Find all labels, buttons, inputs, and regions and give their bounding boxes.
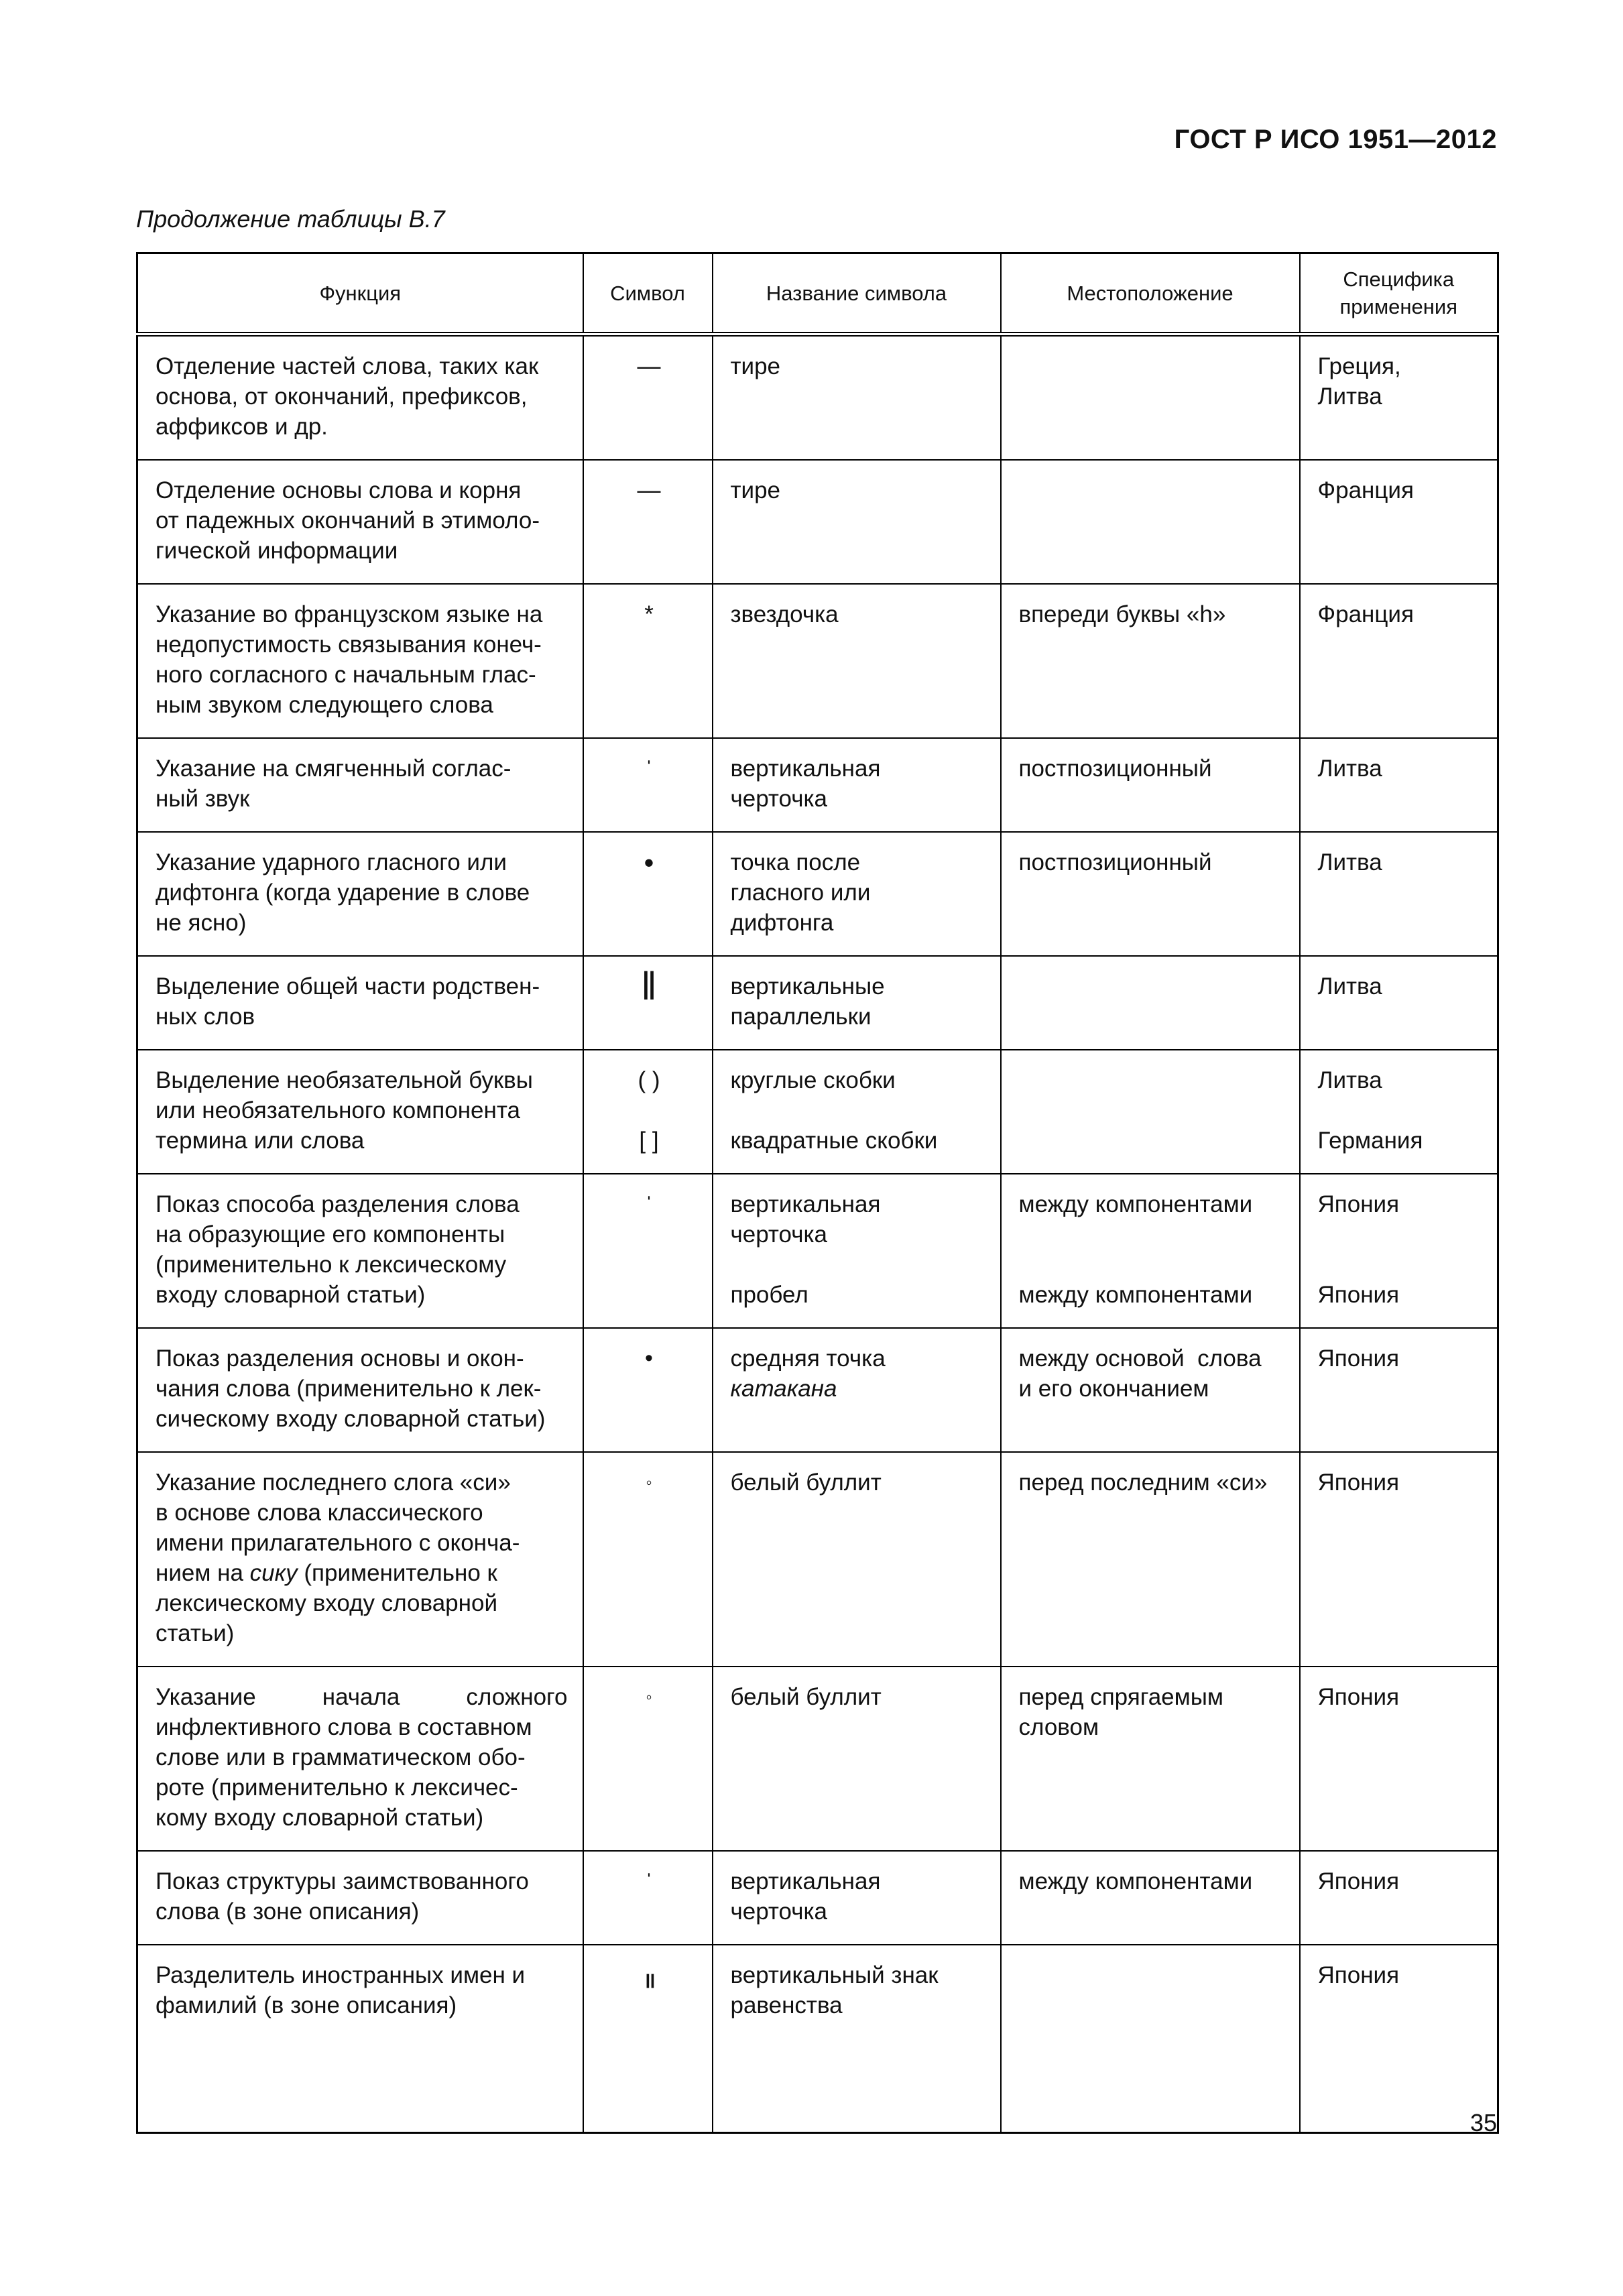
text-line: перед спрягаемым [1018, 1684, 1223, 1710]
text-line: Показ разделения основы и окон- [156, 1345, 524, 1372]
table-caption: Продолжение таблицы В.7 [136, 205, 445, 233]
usage-cell [1300, 1667, 1498, 1851]
text-line: Разделитель иностранных имен и [156, 1962, 526, 1988]
usage-cell [1300, 1452, 1498, 1667]
usage-cell [1300, 1328, 1498, 1452]
round-brackets-symbol: ( ) [638, 1067, 660, 1093]
symbol-cell [583, 832, 713, 956]
text-line: не ясно) [156, 910, 247, 936]
column-header-function: Функция [137, 253, 583, 335]
symbol-name-cell [713, 1667, 1001, 1851]
position-cell [1001, 1174, 1300, 1328]
square-brackets-symbol: [ ] [639, 1128, 659, 1154]
text-line: между компонентами [1018, 1282, 1253, 1308]
text-line: Япония [1317, 1868, 1400, 1894]
text-line: черточка [730, 1898, 828, 1925]
text-line: кому входу словарной статьи) [156, 1805, 484, 1831]
symbol-name-cell [713, 956, 1001, 1050]
position-cell [1001, 335, 1300, 461]
symbol-glyph: — [637, 477, 661, 503]
position-cell [1001, 1851, 1300, 1945]
usage-cell [1300, 832, 1498, 956]
symbol-name-cell [713, 1851, 1001, 1945]
text-line: Отделение частей слова, таких как [156, 353, 539, 379]
symbol-cell [583, 1174, 713, 1328]
text-line: квадратные скобки [730, 1128, 938, 1154]
column-header-symbol: Символ [583, 253, 713, 335]
symbol-name-cell [713, 1328, 1001, 1452]
text-line: Германия [1317, 1128, 1423, 1154]
table-row [137, 1174, 1498, 1328]
table-row [137, 956, 1498, 1050]
text-line: белый буллит [730, 1684, 882, 1710]
table-row [137, 1945, 1498, 2133]
table-row [137, 1851, 1498, 1945]
text-line: Литва [1317, 383, 1382, 410]
function-cell [137, 1452, 583, 1667]
text-line: инфлективного слова в составном [156, 1714, 532, 1740]
text-fragment-italic: сику [249, 1560, 298, 1586]
text-line: вертикальная [730, 1191, 881, 1217]
symbol-name-cell [713, 1452, 1001, 1667]
text-line: статьи) [156, 1620, 235, 1646]
symbol-name-cell [713, 738, 1001, 832]
symbol-name-cell [713, 584, 1001, 738]
symbol-cell [583, 956, 713, 1050]
position-cell [1001, 1050, 1300, 1174]
text-line [156, 1558, 568, 1588]
text-line: ным звуком следующего слова [156, 692, 493, 718]
table-row [137, 1452, 1498, 1667]
function-cell [137, 335, 583, 461]
double-vertical-bar-symbol: ‖ [641, 965, 657, 1008]
text-line: Выделение необязательной буквы [156, 1067, 533, 1093]
text-line: (применительно к лексическому [156, 1252, 507, 1278]
text-line: белый буллит [730, 1469, 882, 1496]
text-line: между основой слова [1018, 1345, 1262, 1372]
usage-cell [1300, 956, 1498, 1050]
text-line: чания слова (применительно к лек- [156, 1376, 542, 1402]
text-line: имени прилагательного с оконча- [156, 1530, 520, 1556]
vertical-stroke-symbol: ˈ [646, 1193, 652, 1215]
function-cell [137, 1945, 583, 2133]
text-line: Выделение общей части родствен- [156, 973, 540, 1000]
page-number: 35 [1469, 2109, 1497, 2136]
text-line: Греция, [1317, 353, 1401, 379]
position-cell [1001, 584, 1300, 738]
symbol-name-cell [713, 1174, 1001, 1328]
text-line: ных слов [156, 1004, 255, 1030]
function-cell [137, 832, 583, 956]
symbol-cell [583, 1851, 713, 1945]
position-cell [1001, 832, 1300, 956]
text-line: недопустимость связывания конеч- [156, 631, 542, 658]
text-line: Показ способа разделения слова [156, 1191, 520, 1217]
text-line: на образующие его компоненты [156, 1221, 505, 1248]
symbol-name-cell [713, 1945, 1001, 2133]
text-line: Франция [1317, 477, 1414, 503]
position-cell [1001, 460, 1300, 584]
symbol-cell [583, 1328, 713, 1452]
column-header-symbol-name: Название символа [713, 253, 1001, 335]
usage-cell [1300, 335, 1498, 461]
text-line: звездочка [730, 601, 839, 627]
symbol-cell [583, 1050, 713, 1174]
text-line: лексическому входу словарной [156, 1590, 497, 1616]
text-line: ного согласного с начальным глас- [156, 662, 536, 688]
usage-cell [1300, 460, 1498, 584]
text-line: Указание начала сложного [156, 1684, 568, 1710]
function-cell [137, 1851, 583, 1945]
text-line: средняя точка [730, 1345, 886, 1372]
text-line: слова (в зоне описания) [156, 1898, 420, 1925]
symbols-table [136, 252, 1499, 2134]
bullet-symbol: • [644, 847, 654, 878]
position-cell [1001, 1945, 1300, 2133]
text-line: черточка [730, 786, 828, 812]
symbol-name-cell [713, 460, 1001, 584]
text-line: круглые скобки [730, 1067, 896, 1093]
text-line: точка после [730, 849, 861, 875]
text-line: и его окончанием [1018, 1376, 1209, 1402]
symbol-name-cell [713, 832, 1001, 956]
text-line: Япония [1317, 1191, 1400, 1217]
text-line: роте (применительно к лексичес- [156, 1774, 518, 1801]
function-cell [137, 738, 583, 832]
text-line: параллельки [730, 1004, 871, 1030]
position-cell [1001, 956, 1300, 1050]
table-header-row [137, 253, 1498, 335]
white-bullet-symbol: ◦ [646, 1472, 652, 1492]
text-line: Литва [1317, 756, 1382, 782]
text-line: фамилий (в зоне описания) [156, 1992, 457, 2018]
vertical-stroke-symbol: ˈ [646, 758, 652, 780]
position-cell [1001, 738, 1300, 832]
text-line: Франция [1317, 601, 1414, 627]
text-line: тире [730, 353, 781, 379]
text-line: термина или слова [156, 1128, 365, 1154]
usage-cell [1300, 738, 1498, 832]
symbol-glyph: — [637, 353, 661, 379]
text-line: вертикальная [730, 1868, 881, 1894]
function-cell [137, 1667, 583, 1851]
symbol-cell [583, 738, 713, 832]
text-line: Япония [1317, 1469, 1400, 1496]
text-line: Указание последнего слога «си» [156, 1469, 511, 1496]
text-line: или необязательного компонента [156, 1097, 520, 1124]
text-line: Указание ударного гласного или [156, 849, 507, 875]
table-row [137, 335, 1498, 461]
function-cell [137, 1328, 583, 1452]
text-line: тире [730, 477, 781, 503]
position-cell [1001, 1452, 1300, 1667]
text-line: Япония [1317, 1962, 1400, 1988]
usage-cell [1300, 1851, 1498, 1945]
symbol-cell [583, 584, 713, 738]
text-line: Литва [1317, 849, 1382, 875]
text-line-italic: катакана [730, 1376, 837, 1402]
function-cell [137, 1174, 583, 1328]
symbol-cell [583, 460, 713, 584]
table-row [137, 1667, 1498, 1851]
text-line: между компонентами [1018, 1868, 1253, 1894]
symbol-name-cell [713, 335, 1001, 461]
text-line: слове или в грамматическом обо- [156, 1744, 526, 1770]
text-line: входу словарной статьи) [156, 1282, 426, 1308]
column-header-position: Местоположение [1001, 253, 1300, 335]
asterisk-symbol: * [644, 601, 654, 627]
text-line: ный звук [156, 786, 250, 812]
symbol-cell [583, 1945, 713, 2133]
function-cell [137, 460, 583, 584]
usage-cell [1300, 1945, 1498, 2133]
text-line: вертикальный знак [730, 1962, 939, 1988]
text-line: сическому входу словарной статьи) [156, 1406, 546, 1432]
table-row [137, 832, 1498, 956]
symbol-cell [583, 1667, 713, 1851]
symbol-cell [583, 335, 713, 461]
text-line: Отделение основы слова и корня [156, 477, 522, 503]
table-row [137, 1328, 1498, 1452]
text-line: в основе слова классического [156, 1500, 483, 1526]
text-line: Показ структуры заимствованного [156, 1868, 529, 1894]
middle-dot-symbol: • [645, 1345, 653, 1371]
document-id: ГОСТ Р ИСО 1951—2012 [1174, 125, 1497, 154]
text-line: черточка [730, 1221, 828, 1248]
text-line: Литва [1317, 1067, 1382, 1093]
usage-cell [1300, 584, 1498, 738]
usage-cell [1300, 1050, 1498, 1174]
text-line: постпозиционный [1018, 756, 1212, 782]
usage-cell [1300, 1174, 1498, 1328]
text-line: Япония [1317, 1345, 1400, 1372]
vertical-stroke-symbol: ˈ [646, 1870, 652, 1892]
function-cell [137, 956, 583, 1050]
text-line: равенства [730, 1992, 843, 2018]
symbol-cell [583, 1452, 713, 1667]
vertical-equals-symbol: ॥ [642, 1968, 656, 1992]
column-header-usage: Специфика применения [1300, 253, 1498, 335]
function-cell [137, 584, 583, 738]
text-line: Указание на смягченный соглас- [156, 756, 512, 782]
text-line: дифтонга [730, 910, 834, 936]
text-line: перед последним «си» [1018, 1469, 1268, 1496]
text-line: основа, от окончаний, префиксов, [156, 383, 528, 410]
text-line: гласного или [730, 880, 871, 906]
function-cell [137, 1050, 583, 1174]
text-line: постпозиционный [1018, 849, 1212, 875]
text-line: Литва [1317, 973, 1382, 1000]
text-line: словом [1018, 1714, 1099, 1740]
text-fragment: (применительно к [297, 1560, 497, 1586]
text-line: дифтонга (когда ударение в слове [156, 880, 530, 906]
text-line: гической информации [156, 538, 398, 564]
table-row [137, 584, 1498, 738]
table-row [137, 460, 1498, 584]
table-row [137, 738, 1498, 832]
text-line: от падежных окончаний в этимоло- [156, 507, 540, 534]
table-row [137, 1050, 1498, 1174]
text-line: пробел [730, 1282, 808, 1308]
text-line: вертикальная [730, 756, 881, 782]
symbol-name-cell [713, 1050, 1001, 1174]
text-line: впереди буквы «h» [1018, 601, 1226, 627]
text-line: вертикальные [730, 973, 885, 1000]
text-line: Япония [1317, 1282, 1400, 1308]
text-fragment: нием на [156, 1560, 250, 1586]
position-cell [1001, 1667, 1300, 1851]
text-line: Указание во французском языке на [156, 601, 543, 627]
white-bullet-symbol: ◦ [646, 1687, 652, 1707]
text-line: между компонентами [1018, 1191, 1253, 1217]
position-cell [1001, 1328, 1300, 1452]
text-line: Япония [1317, 1684, 1400, 1710]
text-line: аффиксов и др. [156, 414, 328, 440]
